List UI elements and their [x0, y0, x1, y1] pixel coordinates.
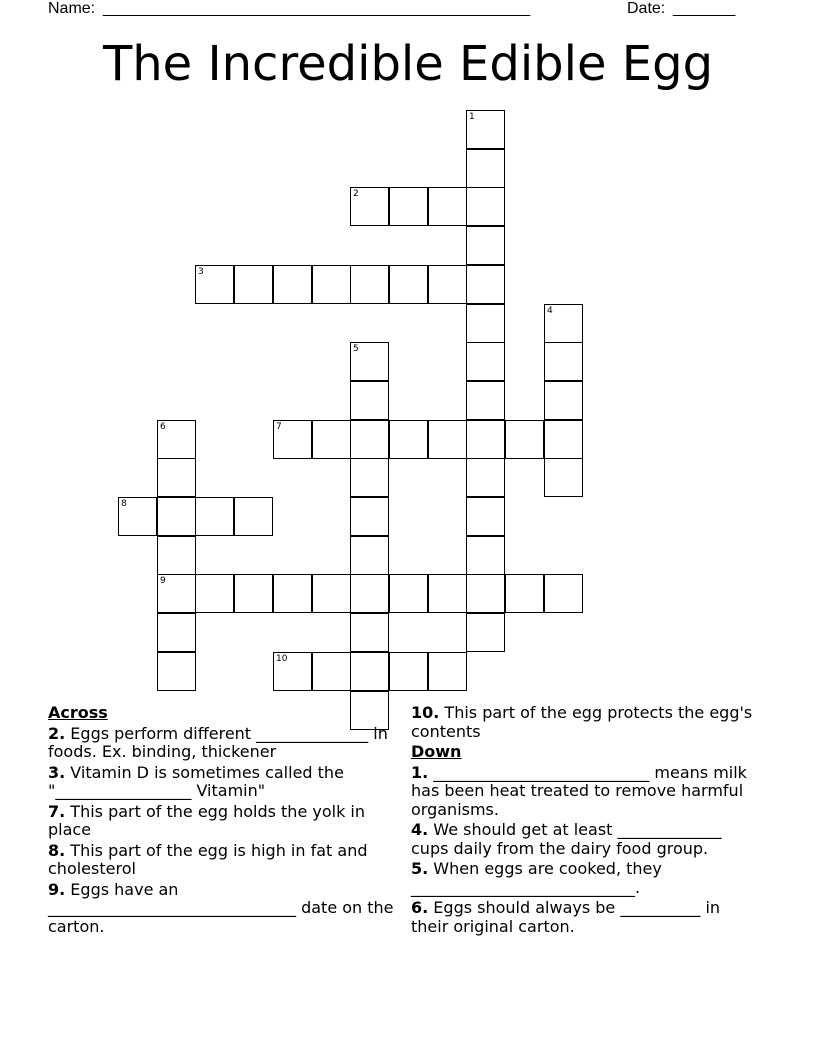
grid-cell[interactable] [466, 381, 505, 420]
grid-cell[interactable] [428, 652, 467, 691]
grid-cell[interactable] [428, 574, 467, 613]
clue-number: 6. [411, 898, 429, 917]
grid-cell[interactable] [466, 342, 505, 381]
page-title: The Incredible Edible Egg [102, 36, 714, 92]
across-heading: Across [48, 703, 108, 722]
grid-cell[interactable] [544, 420, 583, 459]
grid-cell[interactable] [389, 420, 428, 459]
grid-cell[interactable] [466, 536, 505, 575]
grid-cell[interactable] [312, 265, 351, 304]
grid-cell[interactable] [195, 574, 234, 613]
grid-cell[interactable] [544, 304, 583, 343]
clue-text: This part of the egg holds the yolk in place [48, 801, 366, 839]
grid-cell[interactable] [234, 574, 273, 613]
grid-cell[interactable] [389, 265, 428, 304]
grid-cell[interactable] [428, 187, 467, 226]
grid-cell[interactable] [157, 497, 196, 536]
date-label: Date: [627, 0, 666, 17]
clue-text: Eggs have an _______________________________ date on the carton. [48, 879, 394, 936]
grid-cell[interactable] [350, 420, 389, 459]
grid-cell[interactable] [466, 149, 505, 188]
grid-cell[interactable] [157, 458, 196, 497]
grid-cell[interactable] [389, 574, 428, 613]
grid-cell[interactable] [350, 265, 389, 304]
grid-cell[interactable] [350, 613, 389, 652]
grid-cell[interactable] [350, 574, 389, 613]
clue-number: 4. [411, 820, 429, 839]
cell-number: 5 [353, 344, 359, 354]
name-blank[interactable]: ________________________________________________ [103, 0, 531, 17]
clue-number: 1. [411, 762, 429, 782]
grid-cell[interactable] [466, 613, 505, 652]
clue-item [411, 704, 756, 741]
grid-cell[interactable] [273, 652, 312, 691]
clue-item [48, 764, 398, 801]
down-clues [411, 702, 756, 936]
grid-cell[interactable] [118, 497, 157, 536]
grid-cell[interactable] [350, 497, 389, 536]
grid-cell[interactable] [466, 458, 505, 497]
clue-text: When eggs are cooked, they ____________________________. [411, 859, 662, 897]
cell-number: 9 [160, 576, 166, 586]
grid-cell[interactable] [466, 226, 505, 265]
grid-cell[interactable] [312, 652, 351, 691]
cell-number: 6 [160, 422, 166, 432]
grid-cell[interactable] [466, 187, 505, 226]
clue-number: 7. [48, 801, 66, 821]
clue-text: This part of the egg is high in fat and cholesterol [48, 840, 368, 878]
cell-number: 8 [121, 499, 127, 509]
grid-cell[interactable] [157, 536, 196, 575]
grid-cell[interactable] [350, 652, 389, 691]
grid-cell[interactable] [544, 574, 583, 613]
grid-cell[interactable] [466, 420, 505, 459]
grid-cell[interactable] [312, 574, 351, 613]
grid-cell[interactable] [466, 574, 505, 613]
clue-item [48, 842, 398, 879]
cell-number: 10 [276, 654, 288, 664]
clue-number: 5. [411, 859, 429, 878]
grid-cell[interactable] [350, 536, 389, 575]
clue-text: ___________________________ means milk has been heat treated to remove harmful organisms. [411, 762, 747, 819]
grid-cell[interactable] [312, 420, 351, 459]
grid-cell[interactable] [234, 265, 273, 304]
clue-number: 8. [48, 840, 66, 860]
grid-cell[interactable] [466, 110, 505, 149]
grid-cell[interactable] [428, 420, 467, 459]
grid-cell[interactable] [544, 458, 583, 497]
clue-item [411, 899, 756, 936]
name-label: Name: [48, 0, 96, 17]
clue-number: 3. [48, 762, 66, 782]
clue-item [48, 725, 398, 762]
grid-cell[interactable] [195, 497, 234, 536]
clue-text: Eggs perform different ______________ in foods. Ex. binding, thickener [48, 723, 388, 761]
clue-item [411, 764, 756, 820]
grid-cell[interactable] [466, 265, 505, 304]
clue-item [411, 821, 756, 858]
grid-cell[interactable] [157, 420, 196, 459]
clue-text: Eggs should always be __________ in their original carton. [411, 898, 721, 936]
grid-cell[interactable] [273, 420, 312, 459]
grid-cell[interactable] [505, 420, 544, 459]
cell-number: 7 [276, 422, 282, 432]
grid-cell[interactable] [466, 304, 505, 343]
grid-cell[interactable] [157, 652, 196, 691]
grid-cell[interactable] [428, 265, 467, 304]
grid-cell[interactable] [350, 187, 389, 226]
grid-cell[interactable] [389, 187, 428, 226]
down-heading: Down [411, 742, 462, 761]
clue-number: 10. [411, 703, 440, 722]
clue-number: 2. [48, 723, 66, 743]
clue-text: Vitamin D is sometimes called the "_________________ Vitamin" [48, 762, 344, 800]
grid-cell[interactable] [157, 613, 196, 652]
grid-cell[interactable] [505, 574, 544, 613]
grid-cell[interactable] [466, 497, 505, 536]
grid-cell[interactable] [544, 342, 583, 381]
grid-cell[interactable] [389, 652, 428, 691]
clue-item [48, 881, 398, 937]
grid-cell[interactable] [350, 342, 389, 381]
cell-number: 3 [198, 267, 204, 277]
clue-item [48, 803, 398, 840]
grid-cell[interactable] [273, 574, 312, 613]
clue-item [411, 860, 756, 897]
grid-cell[interactable] [350, 458, 389, 497]
cell-number: 4 [547, 306, 553, 316]
cell-number: 1 [469, 112, 475, 122]
grid-cell[interactable] [273, 265, 312, 304]
date-blank[interactable]: _______ [673, 0, 736, 17]
clue-text: We should get at least _____________ cups daily from the dairy food group. [411, 820, 722, 858]
grid-cell[interactable] [350, 381, 389, 420]
across-clues [48, 702, 398, 936]
grid-cell[interactable] [157, 574, 196, 613]
grid-cell[interactable] [544, 381, 583, 420]
grid-cell[interactable] [234, 497, 273, 536]
cell-number: 2 [353, 189, 359, 199]
clue-number: 9. [48, 879, 66, 899]
clue-text: This part of the egg protects the egg's contents [411, 703, 753, 741]
grid-cell[interactable] [195, 265, 234, 304]
